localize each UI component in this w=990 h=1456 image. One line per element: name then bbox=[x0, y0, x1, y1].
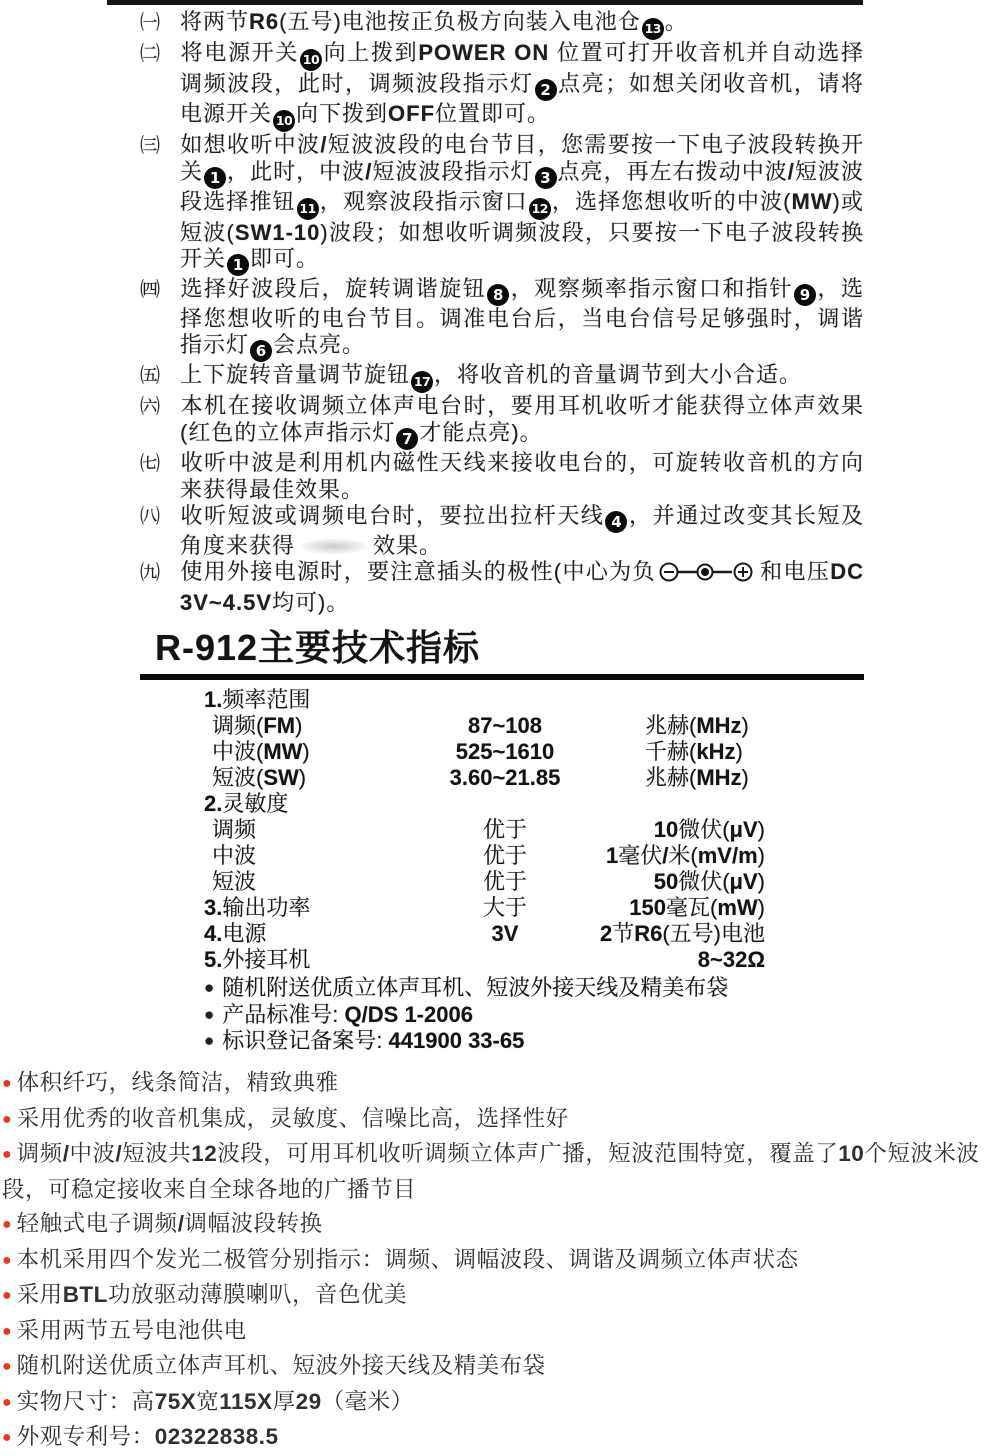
step-badge: 3 bbox=[535, 167, 557, 189]
instruction-text: 向上拨到POWER ON 位置可打开收音机并自动选择调频波段，此时，调频波段指示灯 bbox=[180, 40, 864, 96]
instruction-text: 点亮；如想关闭收音机，请将电源开关 bbox=[180, 71, 864, 126]
feature-text: 轻触式电子调频/调幅波段转换 bbox=[16, 1211, 323, 1236]
red-bullet-icon: ● bbox=[2, 1322, 12, 1340]
spec-bullet-item bbox=[140, 975, 864, 1002]
spec-value: 兆赫(MHz) bbox=[645, 713, 749, 738]
instruction-item bbox=[140, 40, 864, 132]
spec-label: 4.电源 bbox=[204, 921, 267, 946]
step-badge: 12 bbox=[529, 198, 551, 220]
spec-row bbox=[140, 765, 864, 791]
instruction-item bbox=[140, 362, 864, 393]
page-top-border bbox=[107, 0, 863, 5]
feature-text: 采用优秀的收音机集成，灵敏度、信噪比高，选择性好 bbox=[16, 1105, 569, 1131]
spec-row bbox=[140, 921, 864, 947]
instruction-text: 选择好波段后，旋转调谐旋钮 bbox=[180, 276, 487, 301]
red-bullet-icon: ● bbox=[2, 1146, 12, 1163]
step-badge: 10 bbox=[273, 110, 295, 132]
feature-item bbox=[2, 1314, 988, 1350]
item-number-marker: ㈧ bbox=[140, 506, 160, 528]
spec-row bbox=[140, 869, 864, 895]
red-bullet-icon: ● bbox=[2, 1287, 12, 1304]
feature-item bbox=[2, 1420, 988, 1456]
red-bullet-icon: ● bbox=[2, 1358, 12, 1375]
red-bullet-icon: ● bbox=[2, 1429, 12, 1446]
instruction-text: 将两节R6(五号)电池按正负极方向装入电池仓 bbox=[180, 9, 641, 34]
step-badge: 1 bbox=[204, 167, 226, 189]
spec-condition: 优于 bbox=[482, 817, 527, 842]
feature-text: 外观专利号：02322838.5 bbox=[16, 1424, 279, 1449]
spec-bullet-list bbox=[140, 975, 864, 1055]
instruction-list bbox=[140, 9, 864, 615]
feature-text: 调频/中波/短波共12波段，可用耳机收听调频立体声广播，短波范围特宽，覆盖了10个短波米波段，可稳定接收来自全球各地的广播节目 bbox=[2, 1141, 980, 1202]
spec-row bbox=[140, 687, 864, 713]
step-badge: 6 bbox=[250, 340, 272, 362]
instruction-item bbox=[140, 9, 864, 40]
red-bullet-icon: ● bbox=[2, 1251, 12, 1269]
spec-label: 短波 bbox=[212, 869, 257, 894]
instruction-text: 本机在接收调频立体声电台时，要用耳机收听才能获得立体声效果(红色的立体声指示灯 bbox=[180, 393, 864, 445]
polarity-icon bbox=[658, 564, 758, 589]
bullet-icon: ● bbox=[204, 1004, 215, 1024]
item-number-marker: ㈤ bbox=[140, 365, 160, 387]
instruction-text: ，观察频率指示窗口和指针 bbox=[510, 276, 793, 301]
spec-value: 10微伏(μV) bbox=[653, 817, 765, 842]
red-bullet-icon: ● bbox=[2, 1075, 12, 1092]
instruction-text: 。 bbox=[664, 9, 688, 34]
instruction-section bbox=[140, 9, 864, 615]
step-badge: 4 bbox=[605, 511, 627, 533]
spec-label: 调频 bbox=[212, 817, 257, 842]
instruction-text: 才能点亮)。 bbox=[419, 420, 543, 445]
item-number-marker: ㈣ bbox=[140, 279, 160, 301]
spec-label: 5.外接耳机 bbox=[204, 947, 311, 972]
smudge-mark bbox=[301, 539, 367, 554]
step-badge: 13 bbox=[642, 18, 664, 40]
feature-text: 本机采用四个发光二极管分别指示：调频、调幅波段、调谐及调频立体声状态 bbox=[16, 1246, 799, 1272]
spec-row bbox=[140, 713, 864, 739]
spec-bullet-text: 随机附送优质立体声耳机、短波外接天线及精美布袋 bbox=[222, 975, 729, 1000]
item-number-marker: ㈦ bbox=[140, 453, 160, 475]
bullet-icon: ● bbox=[204, 978, 215, 997]
spec-condition: 大于 bbox=[482, 895, 527, 920]
feature-text: 随机附送优质立体声耳机、短波外接天线及精美布袋 bbox=[16, 1353, 546, 1378]
instruction-item bbox=[140, 559, 864, 615]
spec-value: 150毫瓦(mW) bbox=[629, 895, 765, 920]
instruction-text: ，观察波段指示窗口 bbox=[319, 189, 528, 214]
instruction-text: ，并通过改变其长短及角度来获得 bbox=[180, 503, 864, 558]
instruction-text: 即可。 bbox=[250, 246, 320, 271]
spec-label: 中波 bbox=[212, 843, 257, 868]
instruction-text: 如想收听中波/短波波段的电台节目，您需要按一下电子波段转换开关 bbox=[180, 132, 864, 184]
instruction-text: ，选择您想收听的电台节目。调准电台后，当电台信号足够强时，调谐指示灯 bbox=[180, 276, 864, 357]
spec-bullet-item bbox=[140, 1028, 864, 1055]
item-number-marker: ㈡ bbox=[140, 43, 160, 65]
spec-value: 2节R6(五号)电池 bbox=[599, 921, 765, 946]
spec-row bbox=[140, 817, 864, 843]
spec-value: 8~32Ω bbox=[697, 947, 765, 972]
instruction-text: 和电压DC 3V~4.5V均可)。 bbox=[180, 559, 864, 615]
instruction-item bbox=[140, 393, 864, 450]
instruction-text: 会点亮。 bbox=[273, 332, 366, 357]
red-bullet-icon: ● bbox=[2, 1110, 12, 1128]
instruction-item bbox=[140, 276, 864, 362]
step-badge: 1 bbox=[227, 254, 249, 276]
item-number-marker: ㈠ bbox=[140, 12, 160, 34]
spec-condition: 525~1610 bbox=[455, 739, 555, 764]
item-number-marker: ㈢ bbox=[140, 135, 160, 157]
step-badge: 9 bbox=[794, 284, 816, 306]
instruction-text: ，将收音机的音量调节到大小合适。 bbox=[434, 362, 803, 387]
feature-item bbox=[2, 1349, 988, 1385]
spec-section bbox=[140, 620, 864, 1055]
step-badge: 11 bbox=[297, 198, 319, 220]
instruction-item bbox=[140, 503, 864, 559]
instruction-item bbox=[140, 132, 864, 276]
feature-item bbox=[2, 1102, 988, 1138]
feature-text: 采用两节五号电池供电 bbox=[16, 1317, 247, 1343]
spec-table bbox=[140, 687, 864, 973]
spec-value: 兆赫(MHz) bbox=[645, 765, 749, 790]
instruction-text: 上下旋转音量调节旋钮 bbox=[180, 362, 411, 387]
instruction-text: ，选择您想收听的中波(MW)或短波(SW1-10)波段；如想收听调频波段，只要按一下电子波段转换开关 bbox=[180, 189, 864, 271]
instruction-text: 收听中波是利用机内磁性天线来接收电台的，可旋转收音机的方向来获得最佳效果。 bbox=[180, 450, 864, 502]
red-bullet-icon: ● bbox=[2, 1216, 12, 1233]
spec-condition: 优于 bbox=[482, 843, 527, 868]
spec-label: 中波(MW) bbox=[212, 739, 310, 764]
spec-row bbox=[140, 895, 864, 921]
feature-item bbox=[2, 1243, 988, 1279]
spec-label: 2.灵敏度 bbox=[204, 791, 289, 816]
instruction-text: ，此时，中波/短波波段指示灯 bbox=[227, 159, 534, 184]
spec-condition: 优于 bbox=[482, 869, 527, 894]
spec-condition: 3V bbox=[491, 921, 519, 946]
spec-title: R-912主要技术指标 bbox=[155, 627, 481, 668]
step-badge: 7 bbox=[396, 428, 418, 450]
spec-label: 3.输出功率 bbox=[204, 895, 311, 920]
spec-title-rule bbox=[140, 674, 864, 680]
feature-item bbox=[2, 1066, 988, 1102]
step-badge: 8 bbox=[487, 284, 509, 306]
item-number-marker: ㈥ bbox=[140, 396, 160, 418]
instruction-text: 向下拨到OFF位置即可。 bbox=[296, 101, 551, 126]
feature-item bbox=[2, 1137, 988, 1207]
feature-item bbox=[2, 1278, 988, 1314]
spec-bullet-text: 标识登记备案号: 441900 33-65 bbox=[222, 1028, 525, 1053]
feature-item bbox=[2, 1385, 988, 1421]
step-badge: 10 bbox=[300, 49, 322, 71]
instruction-text: 使用外接电源时，要注意插头的极性(中心为负 bbox=[180, 559, 656, 584]
spec-label: 调频(FM) bbox=[212, 713, 303, 738]
spec-row bbox=[140, 843, 864, 869]
spec-value: 1毫伏/米(mV/m) bbox=[606, 843, 765, 868]
red-bullet-icon: ● bbox=[2, 1393, 12, 1411]
step-badge: 2 bbox=[535, 79, 557, 101]
feature-text: 实物尺寸：高75X宽115X厚29（毫米） bbox=[16, 1388, 414, 1414]
instruction-text: 收听短波或调频电台时，要拉出拉杆天线 bbox=[180, 503, 605, 528]
spec-label: 短波(SW) bbox=[212, 765, 307, 790]
spec-condition: 87~108 bbox=[467, 713, 543, 738]
bullet-icon: ● bbox=[204, 1031, 215, 1050]
spec-bullet-text: 产品标准号: Q/DS 1-2006 bbox=[222, 1001, 473, 1027]
spec-value: 50微伏(μV) bbox=[653, 869, 765, 894]
instruction-text: 点亮，再左右拨动中波/短波波段选择推钮 bbox=[180, 159, 864, 214]
spec-row bbox=[140, 739, 864, 765]
feature-item bbox=[2, 1207, 988, 1243]
feature-text: 采用BTL功放驱动薄膜喇叭，音色优美 bbox=[16, 1282, 407, 1307]
spec-row bbox=[140, 791, 864, 817]
item-number-marker: ㈨ bbox=[140, 562, 160, 584]
spec-row bbox=[140, 947, 864, 973]
feature-text: 体积纤巧，线条简洁，精致典雅 bbox=[16, 1070, 339, 1095]
spec-value: 千赫(kHz) bbox=[645, 739, 743, 764]
spec-bullet-item bbox=[140, 1002, 864, 1029]
instruction-item bbox=[140, 450, 864, 503]
step-badge: 17 bbox=[411, 371, 433, 393]
feature-list bbox=[2, 1066, 988, 1456]
spec-condition: 3.60~21.85 bbox=[449, 765, 561, 790]
spec-label: 1.频率范围 bbox=[204, 687, 311, 712]
instruction-text: 效果。 bbox=[373, 533, 443, 558]
instruction-text: 将电源开关 bbox=[180, 40, 299, 65]
